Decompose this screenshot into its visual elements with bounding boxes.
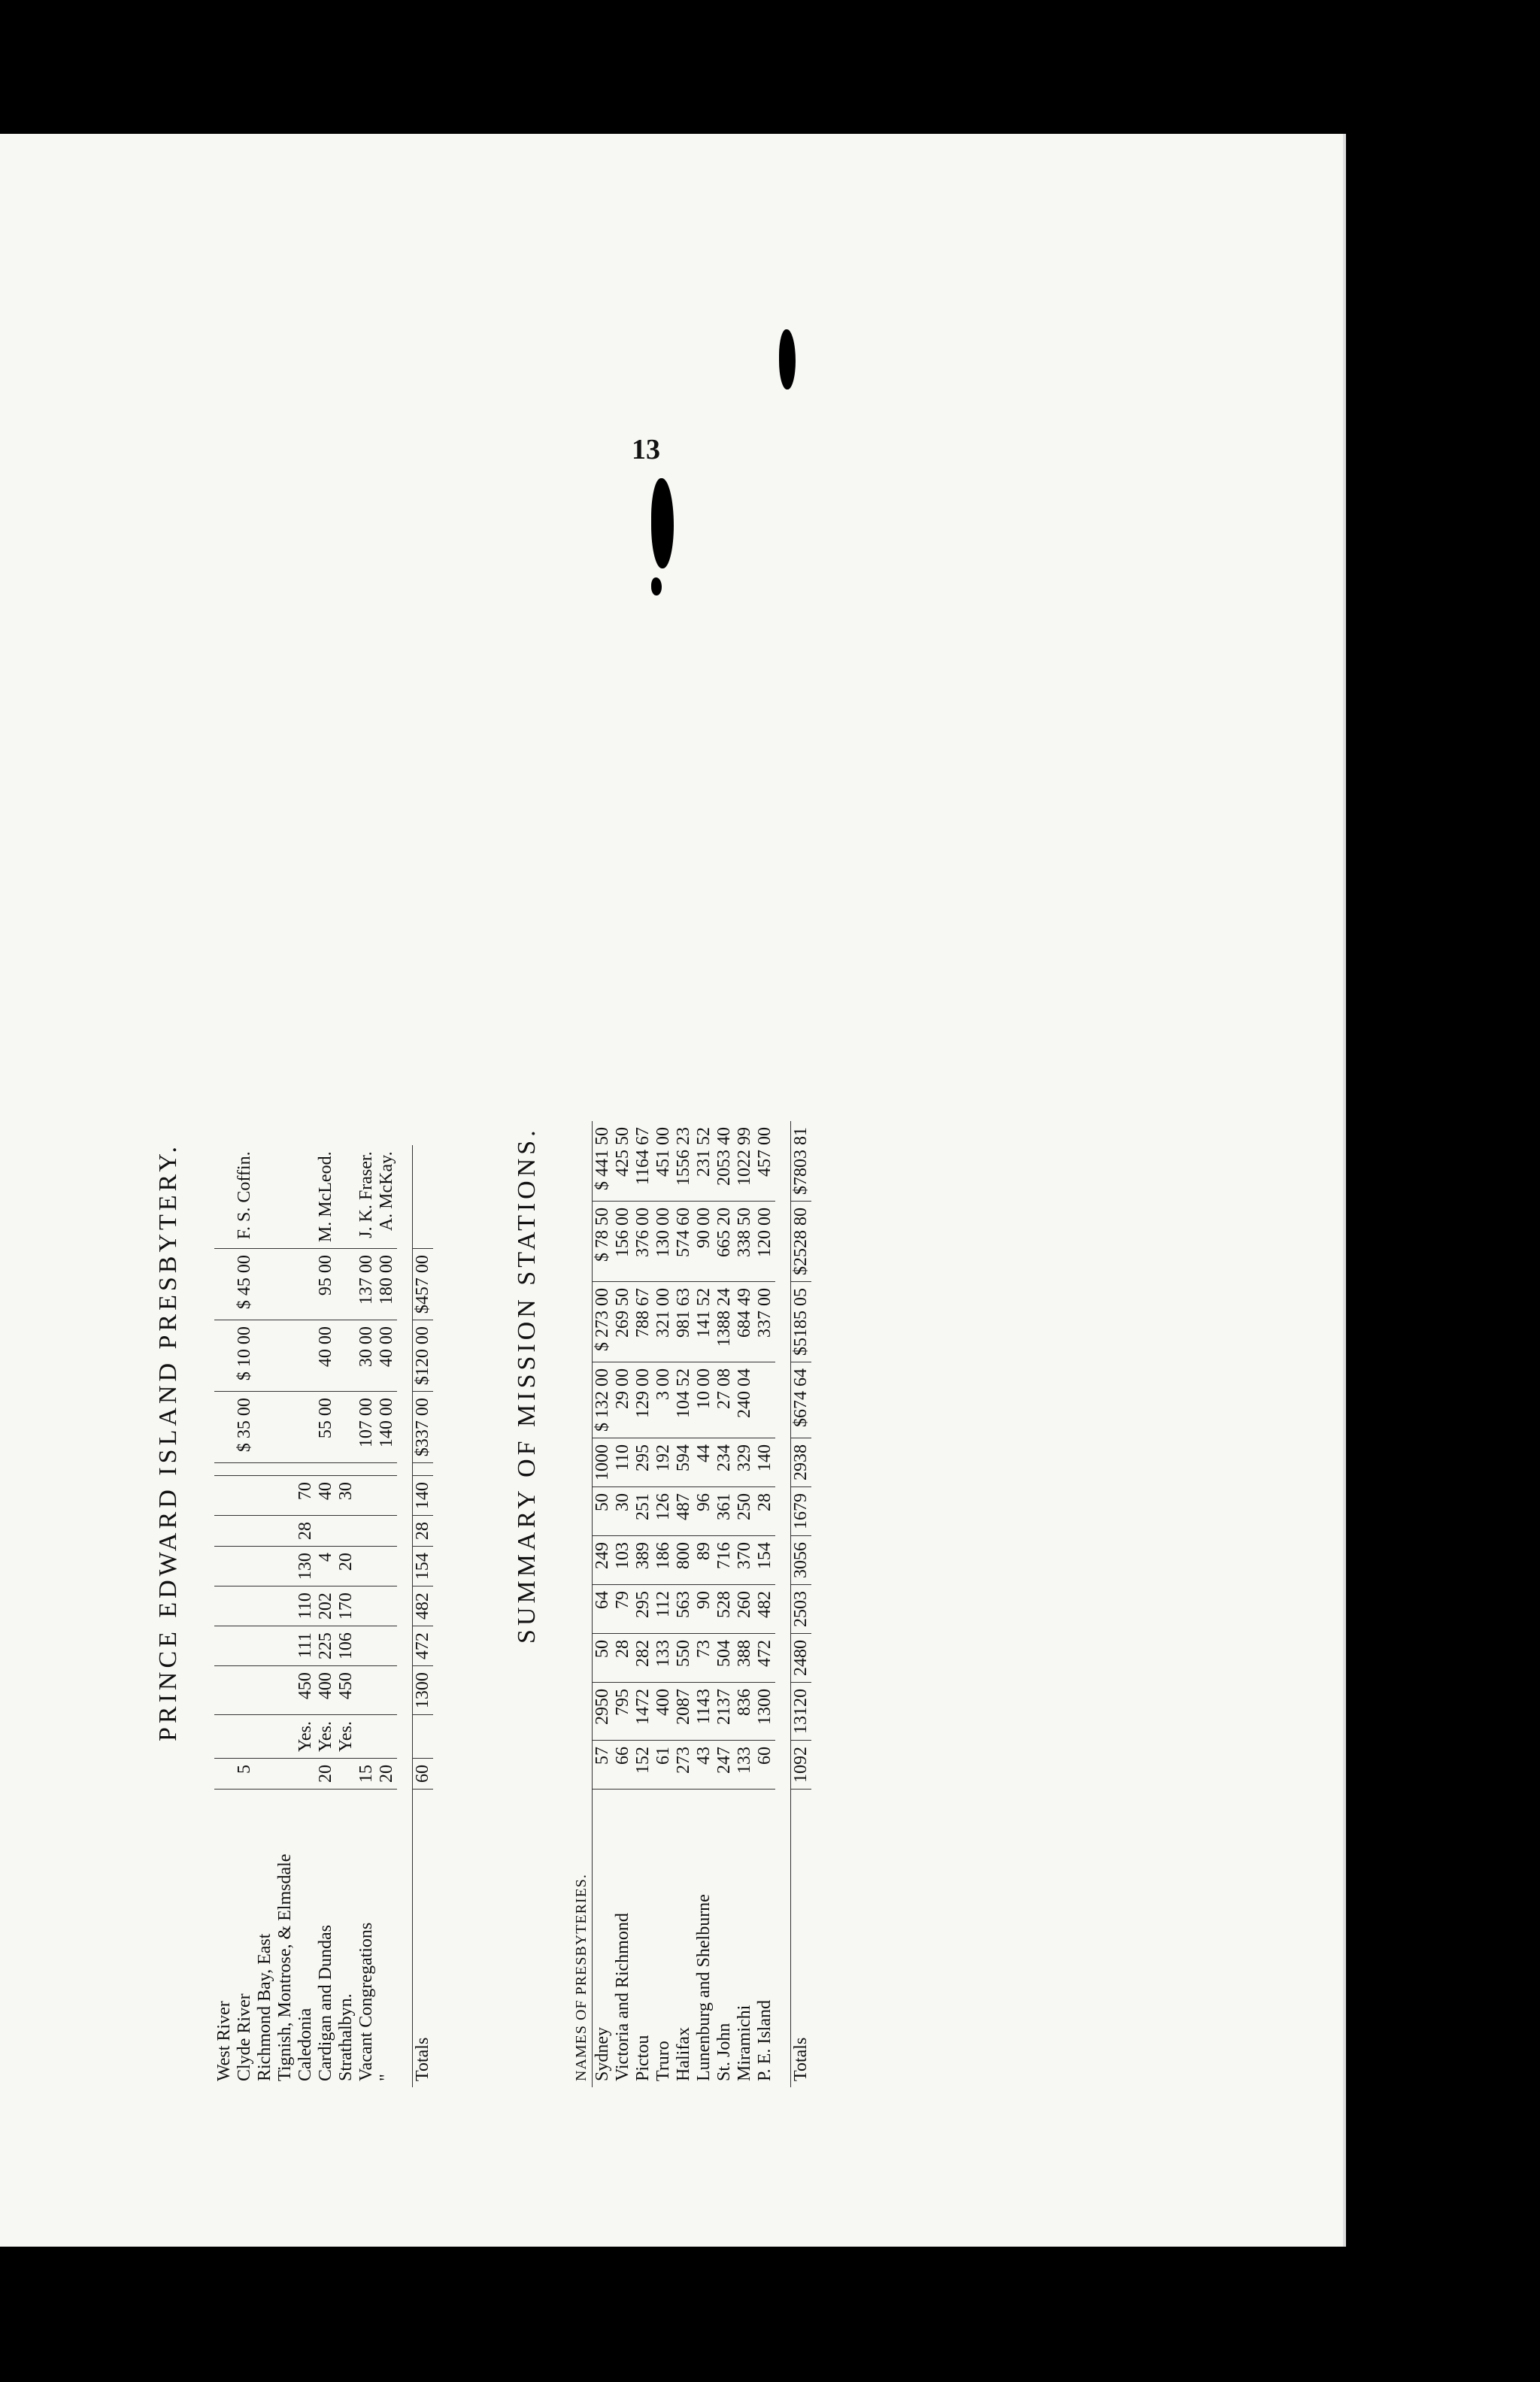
pei-value-cell — [214, 1145, 235, 1248]
summary-value-cell: 295 — [633, 1438, 653, 1487]
pei-value-cell — [275, 1476, 296, 1516]
summary-value-cell: 2087 — [674, 1683, 694, 1741]
summary-value-cell: 13120 — [791, 1683, 812, 1741]
pei-value-cell: 1300 — [413, 1666, 434, 1715]
pei-name-cell: Clyde River — [235, 1993, 254, 2081]
pei-row — [296, 1145, 316, 2087]
summary-name-cell: Truro — [653, 2041, 673, 2081]
pei-value-cell — [356, 1476, 377, 1516]
pei-value-cell — [377, 1476, 397, 1516]
summary-value-cell: 472 — [755, 1634, 775, 1683]
pei-value-cell — [235, 1547, 255, 1586]
summary-value-cell: 528 — [714, 1585, 735, 1634]
summary-value-cell: 282 — [633, 1634, 653, 1683]
summary-name-cell: Halifax — [674, 2027, 693, 2081]
summary-name-cell: Pictou — [633, 2035, 653, 2081]
pei-value-cell — [255, 1547, 275, 1586]
pei-value-cell — [316, 1463, 336, 1476]
pei-value-cell — [255, 1145, 275, 1248]
summary-value-cell: 400 — [653, 1683, 674, 1741]
pei-value-cell: A. McKay. — [377, 1145, 397, 1248]
summary-value-cell: 89 — [694, 1536, 714, 1585]
pei-value-cell: 180 00 — [377, 1249, 397, 1320]
pei-title: PRINCE EDWARD ISLAND PRESBYTERY. — [154, 1142, 182, 1741]
summary-value-cell: 192 — [653, 1438, 674, 1487]
pei-value-cell — [255, 1320, 275, 1392]
pei-value-cell — [377, 1666, 397, 1715]
pei-value-cell: M. McLeod. — [316, 1145, 336, 1248]
pei-value-cell — [413, 1145, 434, 1248]
pei-value-cell: 106 — [336, 1626, 356, 1666]
summary-value-cell: $2528 80 — [791, 1202, 812, 1282]
summary-row — [791, 1121, 812, 2087]
pei-value-cell: 70 — [296, 1476, 316, 1516]
pei-value-cell — [275, 1463, 296, 1476]
pei-value-cell: 30 — [336, 1476, 356, 1516]
pei-row — [413, 1145, 434, 2087]
pei-value-cell — [255, 1516, 275, 1547]
summary-value-cell: 3 00 — [653, 1362, 674, 1438]
pei-value-cell — [356, 1516, 377, 1547]
pei-value-cell: 20 — [336, 1547, 356, 1586]
summary-value-cell: 250 — [735, 1487, 755, 1536]
pei-value-cell — [356, 1666, 377, 1715]
pei-value-cell — [275, 1320, 296, 1392]
summary-value-cell: $674 64 — [791, 1362, 812, 1438]
pei-value-cell — [275, 1586, 296, 1626]
pei-value-cell: 55 00 — [316, 1392, 336, 1463]
summary-value-cell: 43 — [694, 1741, 714, 1790]
summary-value-cell: $ 132 00 — [593, 1362, 614, 1438]
pei-value-cell — [214, 1463, 235, 1476]
pei-value-cell — [413, 1715, 434, 1759]
summary-value-cell: $5185 05 — [791, 1282, 812, 1362]
pei-value-cell: 95 00 — [316, 1249, 336, 1320]
summary-row — [674, 1121, 694, 2087]
summary-value-cell: 2503 — [791, 1585, 812, 1634]
summary-value-cell: 96 — [694, 1487, 714, 1536]
pei-value-cell — [214, 1392, 235, 1463]
pei-value-cell — [275, 1392, 296, 1463]
summary-value-cell: 1679 — [791, 1487, 812, 1536]
pei-name-cell: Strathalbyn. — [336, 1993, 356, 2081]
summary-value-cell: 457 00 — [755, 1121, 775, 1202]
summary-value-cell: 716 — [714, 1536, 735, 1585]
summary-value-cell: 64 — [593, 1585, 614, 1634]
pei-value-cell — [214, 1715, 235, 1759]
summary-value-cell: 338 50 — [735, 1202, 755, 1282]
pei-name-cell: West River — [214, 2001, 234, 2081]
spacer-row — [397, 1145, 413, 2087]
summary-value-cell: 249 — [593, 1536, 614, 1585]
pei-value-cell: 400 — [316, 1666, 336, 1715]
summary-value-cell: 231 52 — [694, 1121, 714, 1202]
summary-value-cell: 66 — [613, 1741, 633, 1790]
pei-value-cell — [275, 1626, 296, 1666]
pei-value-cell: 60 — [413, 1759, 434, 1790]
pei-value-cell — [214, 1626, 235, 1666]
summary-value-cell: 836 — [735, 1683, 755, 1741]
pei-value-cell — [275, 1145, 296, 1248]
pei-value-cell — [377, 1516, 397, 1547]
summary-value-cell: 103 — [613, 1536, 633, 1585]
pei-value-cell: 111 — [296, 1626, 316, 1666]
pei-value-cell — [235, 1586, 255, 1626]
summary-value-cell: 28 — [755, 1487, 775, 1536]
pei-value-cell — [377, 1547, 397, 1586]
pei-value-cell — [235, 1463, 255, 1476]
summary-value-cell — [755, 1362, 775, 1438]
pei-value-cell — [377, 1715, 397, 1759]
pei-value-cell: 472 — [413, 1626, 434, 1666]
pei-value-cell — [336, 1759, 356, 1790]
summary-value-cell: 44 — [694, 1438, 714, 1487]
summary-value-cell: 73 — [694, 1634, 714, 1683]
summary-value-cell: 61 — [653, 1741, 674, 1790]
summary-name-cell: Totals — [791, 2037, 811, 2081]
pei-row — [356, 1145, 377, 2087]
summary-value-cell: 388 — [735, 1634, 755, 1683]
rotated-content — [0, 268, 1346, 2380]
summary-value-cell: 482 — [755, 1585, 775, 1634]
pei-value-cell — [214, 1666, 235, 1715]
summary-value-cell: 186 — [653, 1536, 674, 1585]
pei-row — [336, 1145, 356, 2087]
summary-value-cell: 130 00 — [653, 1202, 674, 1282]
summary-value-cell: 269 50 — [613, 1282, 633, 1362]
summary-value-cell: 1143 — [694, 1683, 714, 1741]
summary-row — [694, 1121, 714, 2087]
summary-title: SUMMARY OF MISSION STATIONS. — [513, 1126, 541, 1644]
summary-name-cell: Miramichi — [735, 2005, 754, 2081]
summary-value-cell: 240 04 — [735, 1362, 755, 1438]
pei-value-cell — [336, 1392, 356, 1463]
summary-value-cell: 981 63 — [674, 1282, 694, 1362]
summary-row — [755, 1121, 775, 2087]
pei-value-cell: 450 — [296, 1666, 316, 1715]
pei-value-cell — [316, 1516, 336, 1547]
summary-value-cell: 2950 — [593, 1683, 614, 1741]
summary-name-cell: Lunenburg and Shelburne — [694, 1894, 714, 2081]
summary-value-cell: 788 67 — [633, 1282, 653, 1362]
pei-value-cell — [275, 1547, 296, 1586]
summary-value-cell: 112 — [653, 1585, 674, 1634]
summary-value-cell: 376 00 — [633, 1202, 653, 1282]
pei-value-cell — [235, 1715, 255, 1759]
summary-value-cell: 1092 — [791, 1741, 812, 1790]
pei-value-cell — [275, 1516, 296, 1547]
summary-value-cell: 141 52 — [694, 1282, 714, 1362]
summary-value-cell: 90 00 — [694, 1202, 714, 1282]
summary-value-cell: $7803 81 — [791, 1121, 812, 1202]
summary-value-cell: $ 78 50 — [593, 1202, 614, 1282]
pei-name-cell: Tignish, Montrose, & Elmsdale — [275, 1853, 295, 2081]
pei-value-cell: 130 — [296, 1547, 316, 1586]
summary-value-cell: 2480 — [791, 1634, 812, 1683]
summary-value-cell: 247 — [714, 1741, 735, 1790]
summary-value-cell: 795 — [613, 1683, 633, 1741]
summary-name-cell: Sydney — [593, 2027, 612, 2081]
summary-value-cell: 504 — [714, 1634, 735, 1683]
summary-value-cell: 50 — [593, 1487, 614, 1536]
pei-value-cell — [296, 1392, 316, 1463]
summary-value-cell: 273 — [674, 1741, 694, 1790]
summary-value-cell: 30 — [613, 1487, 633, 1536]
summary-value-cell: 1472 — [633, 1683, 653, 1741]
pei-row — [377, 1145, 397, 2087]
pei-value-cell — [296, 1249, 316, 1320]
pei-value-cell: $120 00 — [413, 1320, 434, 1392]
pei-row — [214, 1145, 235, 2087]
pei-value-cell: 28 — [413, 1516, 434, 1547]
summary-row — [714, 1121, 735, 2087]
pei-value-cell: 15 — [356, 1759, 377, 1790]
summary-value-cell: 133 — [735, 1741, 755, 1790]
pei-value-cell — [214, 1586, 235, 1626]
pei-value-cell: 40 00 — [316, 1320, 336, 1392]
summary-value-cell: 120 00 — [755, 1202, 775, 1282]
summary-value-cell: 337 00 — [755, 1282, 775, 1362]
summary-value-cell: 60 — [755, 1741, 775, 1790]
pei-value-cell: Yes. — [296, 1715, 316, 1759]
summary-value-cell: 140 — [755, 1438, 775, 1487]
pei-value-cell — [255, 1626, 275, 1666]
summary-value-cell: 451 00 — [653, 1121, 674, 1202]
document-page — [0, 134, 1346, 2247]
summary-value-cell: 234 — [714, 1438, 735, 1487]
pei-value-cell — [214, 1547, 235, 1586]
pei-value-cell — [356, 1626, 377, 1666]
pei-row — [316, 1145, 336, 2087]
pei-value-cell: 28 — [296, 1516, 316, 1547]
pei-value-cell — [377, 1626, 397, 1666]
pei-row — [275, 1145, 296, 2087]
pei-value-cell: 140 00 — [377, 1392, 397, 1463]
pei-value-cell — [296, 1759, 316, 1790]
pei-value-cell — [336, 1320, 356, 1392]
pei-value-cell — [255, 1392, 275, 1463]
summary-value-cell: 295 — [633, 1585, 653, 1634]
summary-value-cell: 57 — [593, 1741, 614, 1790]
summary-value-cell: 2938 — [791, 1438, 812, 1487]
pei-value-cell: Yes. — [336, 1715, 356, 1759]
pei-value-cell: 5 — [235, 1759, 255, 1790]
pei-value-cell: Yes. — [316, 1715, 336, 1759]
pei-value-cell: $ 45 00 — [235, 1249, 255, 1320]
pei-value-cell: $457 00 — [413, 1249, 434, 1320]
summary-value-cell: 260 — [735, 1585, 755, 1634]
pei-value-cell: 450 — [336, 1666, 356, 1715]
summary-row — [613, 1121, 633, 2087]
summary-value-cell: 1388 24 — [714, 1282, 735, 1362]
pei-value-cell — [214, 1249, 235, 1320]
pei-value-cell — [255, 1715, 275, 1759]
summary-value-cell: 370 — [735, 1536, 755, 1585]
summary-value-cell: 487 — [674, 1487, 694, 1536]
pei-value-cell — [235, 1626, 255, 1666]
pei-value-cell: 20 — [316, 1759, 336, 1790]
pei-value-cell — [275, 1666, 296, 1715]
pei-value-cell: 107 00 — [356, 1392, 377, 1463]
pei-value-cell — [255, 1476, 275, 1516]
pei-value-cell — [413, 1463, 434, 1476]
pei-value-cell: $ 10 00 — [235, 1320, 255, 1392]
summary-value-cell: 665 20 — [714, 1202, 735, 1282]
pei-value-cell: 20 — [377, 1759, 397, 1790]
pei-value-cell — [356, 1586, 377, 1626]
pei-value-cell — [255, 1586, 275, 1626]
spacer-row — [775, 1121, 791, 2087]
pei-value-cell — [356, 1547, 377, 1586]
summary-value-cell: 10 00 — [694, 1362, 714, 1438]
summary-value-cell: 129 00 — [633, 1362, 653, 1438]
summary-value-cell: 133 — [653, 1634, 674, 1683]
pei-value-cell — [235, 1516, 255, 1547]
pei-value-cell: 30 00 — [356, 1320, 377, 1392]
summary-value-cell: $ 441 50 — [593, 1121, 614, 1202]
summary-value-cell: 329 — [735, 1438, 755, 1487]
summary-value-cell: 154 — [755, 1536, 775, 1585]
page-number: 13 — [632, 434, 660, 465]
summary-value-cell: 1300 — [755, 1683, 775, 1741]
summary-value-cell: 156 00 — [613, 1202, 633, 1282]
pei-value-cell — [255, 1759, 275, 1790]
pei-table — [214, 1145, 433, 2087]
pei-value-cell: 110 — [296, 1586, 316, 1626]
pei-name-cell: Cardigan and Dundas — [316, 1925, 335, 2081]
pei-value-cell: $337 00 — [413, 1392, 434, 1463]
pei-value-cell — [214, 1476, 235, 1516]
pei-name-cell: Totals — [413, 2037, 432, 2081]
summary-value-cell: 594 — [674, 1438, 694, 1487]
summary-value-cell: 2053 40 — [714, 1121, 735, 1202]
pei-value-cell — [377, 1586, 397, 1626]
pei-value-cell: 225 — [316, 1626, 336, 1666]
pei-value-cell: 482 — [413, 1586, 434, 1626]
summary-value-cell: 361 — [714, 1487, 735, 1536]
summary-value-cell: 104 52 — [674, 1362, 694, 1438]
pei-value-cell — [377, 1463, 397, 1476]
summary-value-cell: 110 — [613, 1438, 633, 1487]
pei-value-cell: 170 — [336, 1586, 356, 1626]
pei-value-cell — [336, 1145, 356, 1248]
summary-value-cell: 1000 — [593, 1438, 614, 1487]
summary-value-cell: 251 — [633, 1487, 653, 1536]
pei-value-cell — [235, 1476, 255, 1516]
summary-value-cell: 425 50 — [613, 1121, 633, 1202]
summary-value-cell: 3056 — [791, 1536, 812, 1585]
summary-value-cell: 126 — [653, 1487, 674, 1536]
summary-name-cell: P. E. Island — [755, 2000, 775, 2081]
summary-value-cell: 79 — [613, 1585, 633, 1634]
pei-row — [255, 1145, 275, 2087]
pei-value-cell — [214, 1320, 235, 1392]
summary-row — [633, 1121, 653, 2087]
pei-value-cell — [235, 1666, 255, 1715]
pei-value-cell — [275, 1759, 296, 1790]
summary-name-cell: St. John — [714, 2023, 734, 2081]
pei-value-cell — [275, 1715, 296, 1759]
summary-value-cell: 27 08 — [714, 1362, 735, 1438]
summary-value-cell: $ 273 00 — [593, 1282, 614, 1362]
pei-value-cell: 140 — [413, 1476, 434, 1516]
summary-row — [593, 1121, 614, 2087]
summary-value-cell: 50 — [593, 1634, 614, 1683]
pei-value-cell: 154 — [413, 1547, 434, 1586]
pei-value-cell — [214, 1516, 235, 1547]
pei-name-cell: " — [377, 2074, 396, 2081]
pei-value-cell: 202 — [316, 1586, 336, 1626]
summary-row — [735, 1121, 755, 2087]
summary-value-cell: 1164 67 — [633, 1121, 653, 1202]
pei-value-cell: J. K. Fraser. — [356, 1145, 377, 1248]
pei-value-cell: 4 — [316, 1547, 336, 1586]
summary-value-cell: 29 00 — [613, 1362, 633, 1438]
pei-value-cell: F. S. Coffin. — [235, 1145, 255, 1248]
pei-value-cell: 40 00 — [377, 1320, 397, 1392]
pei-value-cell — [336, 1463, 356, 1476]
pei-row — [235, 1145, 255, 2087]
summary-row — [653, 1121, 674, 2087]
pei-value-cell — [296, 1145, 316, 1248]
pei-value-cell — [275, 1249, 296, 1320]
pei-name-cell: Vacant Congregations — [356, 1922, 376, 2081]
summary-value-cell: 800 — [674, 1536, 694, 1585]
summary-value-cell: 152 — [633, 1741, 653, 1790]
pei-value-cell — [356, 1463, 377, 1476]
pei-value-cell — [255, 1666, 275, 1715]
summary-value-cell: 550 — [674, 1634, 694, 1683]
summary-value-cell: 684 49 — [735, 1282, 755, 1362]
summary-value-cell: 90 — [694, 1585, 714, 1634]
pei-value-cell — [296, 1320, 316, 1392]
summary-header: NAMES OF PRESBYTERIES. — [573, 1874, 590, 2081]
summary-name-cell: Victoria and Richmond — [613, 1913, 632, 2081]
summary-value-cell: 563 — [674, 1585, 694, 1634]
summary-value-cell: 389 — [633, 1536, 653, 1585]
pei-name-cell: Caledonia — [296, 2008, 315, 2081]
summary-value-cell: 574 60 — [674, 1202, 694, 1282]
pei-value-cell: 137 00 — [356, 1249, 377, 1320]
pei-value-cell — [255, 1463, 275, 1476]
summary-value-cell: 1022 99 — [735, 1121, 755, 1202]
pei-value-cell — [255, 1249, 275, 1320]
pei-value-cell — [356, 1715, 377, 1759]
pei-value-cell — [296, 1463, 316, 1476]
summary-value-cell: 321 00 — [653, 1282, 674, 1362]
pei-value-cell — [214, 1759, 235, 1790]
summary-value-cell: 2137 — [714, 1683, 735, 1741]
summary-value-cell: 28 — [613, 1634, 633, 1683]
pei-value-cell — [336, 1516, 356, 1547]
pei-name-cell: Richmond Bay, East — [255, 1933, 274, 2081]
summary-table — [571, 1121, 811, 2087]
pei-value-cell: $ 35 00 — [235, 1392, 255, 1463]
pei-value-cell: 40 — [316, 1476, 336, 1516]
pei-value-cell — [336, 1249, 356, 1320]
summary-value-cell: 1556 23 — [674, 1121, 694, 1202]
